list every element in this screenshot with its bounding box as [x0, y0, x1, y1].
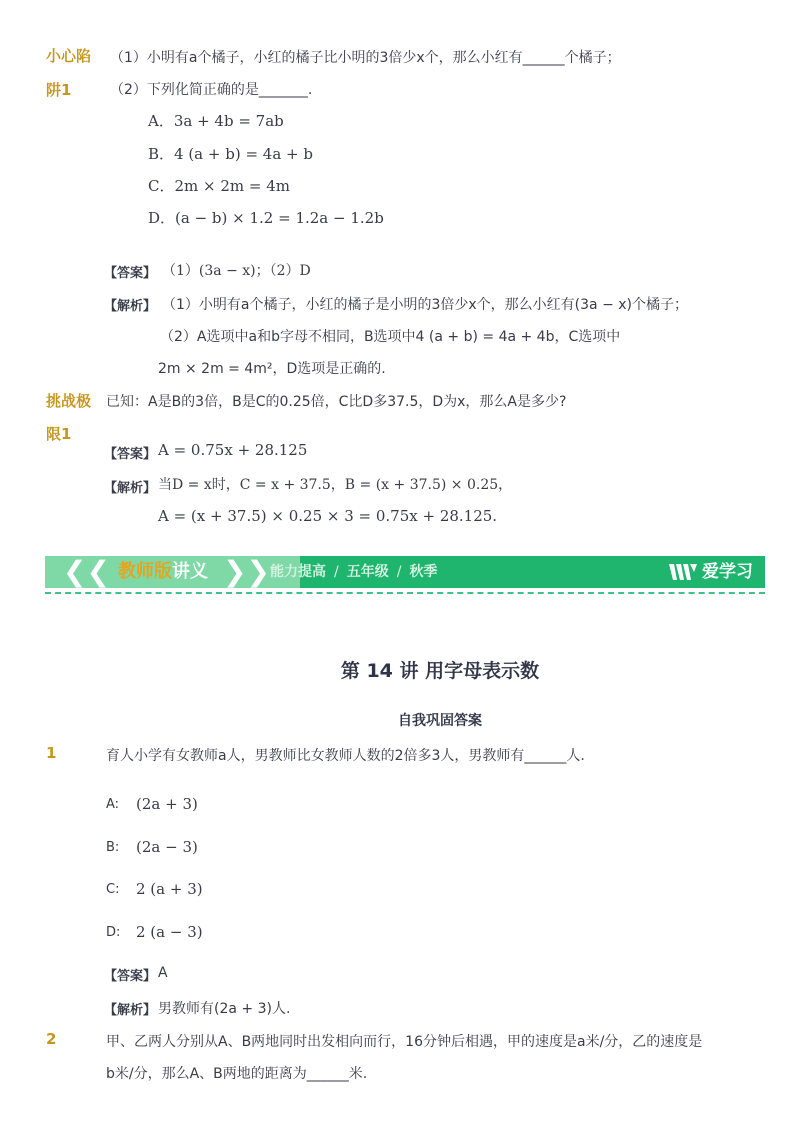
banner-title	[118, 556, 208, 588]
header-banner	[45, 556, 765, 588]
analysis-label: 【解析】	[104, 299, 157, 314]
answer-label: 【答案】	[104, 969, 157, 984]
challenge-answer: A = 0.75x + 28.125	[158, 441, 308, 459]
question-answer: A	[158, 965, 168, 981]
trap-question-2: （2）下列化简正确的是_______.	[110, 82, 313, 98]
divider	[45, 592, 765, 594]
option-b-label: B:	[106, 840, 120, 855]
banner-title-part1: 教师版	[118, 561, 172, 582]
brand-logo-icon	[668, 562, 698, 582]
trap-analysis-line2: （2）A选项中a和b字母不相同，B选项中4 (a + b) = 4a + 4b，C选项中	[160, 329, 621, 345]
option-a-value: (2a + 3)	[136, 795, 198, 813]
question-number: 1	[46, 744, 57, 762]
trap-question-1: （1）小明有a个橘子，小红的橘子比小明的3倍少x个，那么小红有______个橘子；	[110, 50, 621, 66]
section-tag-trap-line1: 小心陷	[46, 47, 92, 65]
analysis-label: 【解析】	[104, 1003, 157, 1018]
analysis-label: 【解析】	[104, 481, 157, 496]
question-text-line1: 甲、乙两人分别从A、B两地同时出发相向而行，16分钟后相遇，甲的速度是a米/分，乙的速度是	[106, 1034, 703, 1050]
section-tag-challenge-line2: 限1	[46, 425, 72, 443]
brand-logo	[668, 556, 753, 588]
brand-logo-text: 爱学习	[702, 562, 753, 582]
breadcrumb-item-level: 能力提高	[270, 564, 326, 580]
lecture-subtitle: 自我巩固答案	[398, 713, 482, 729]
breadcrumb-item-grade: 五年级	[346, 564, 389, 580]
section-tag-trap-line2: 阱1	[46, 81, 72, 99]
breadcrumb-separator: /	[334, 564, 339, 580]
breadcrumb-separator: /	[396, 564, 402, 580]
trap-analysis-line1: （1）小明有a个橘子，小红的橘子是小明的3倍少x个，那么小红有(3a − x)个橘子；	[162, 297, 689, 313]
option-d-value: 2 (a − 3)	[136, 923, 203, 941]
banner-breadcrumb	[270, 556, 437, 588]
option-c-value: 2 (a + 3)	[136, 880, 203, 898]
breadcrumb-item-term: 秋季	[409, 564, 438, 580]
option-d-label: D:	[106, 925, 121, 940]
trap-analysis-line3: 2m × 2m = 4m²，D选项是正确的.	[158, 361, 386, 377]
chevron-right-icon: ❯❯	[223, 556, 270, 588]
trap-answer: （1）(3a − x)；（2）D	[162, 263, 311, 279]
banner-title-part2: 讲义	[172, 561, 208, 582]
challenge-question: 已知：A是B的3倍，B是C的0.25倍，C比D多37.5，D为x，那么A是多少?	[106, 394, 567, 410]
trap-option-c: C．2m × 2m = 4m	[148, 177, 290, 195]
trap-option-a: A．3a + 4b = 7ab	[148, 112, 284, 130]
question-number: 2	[46, 1030, 57, 1048]
answer-label: 【答案】	[104, 447, 157, 462]
chevron-left-icon: ❮❮	[63, 556, 110, 588]
challenge-analysis-line1: 当D = x时，C = x + 37.5，B = (x + 37.5) × 0.25，	[158, 477, 513, 493]
option-b-value: (2a − 3)	[136, 838, 198, 856]
option-a-label: A:	[106, 797, 120, 812]
question-text-line2: b米/分，那么A、B两地的距离为______米.	[106, 1066, 368, 1082]
answer-label: 【答案】	[104, 266, 157, 281]
lecture-title: 第 14 讲 用字母表示数	[340, 660, 540, 682]
trap-option-b: B．4 (a + b) = 4a + b	[148, 145, 313, 163]
challenge-analysis-line2: A = (x + 37.5) × 0.25 × 3 = 0.75x + 28.125.	[158, 507, 498, 525]
section-tag-challenge-line1: 挑战极	[46, 392, 92, 410]
option-c-label: C:	[106, 882, 120, 897]
trap-option-d: D．(a − b) × 1.2 = 1.2a − 1.2b	[148, 209, 384, 227]
question-text: 育人小学有女教师a人，男教师比女教师人数的2倍多3人，男教师有______人.	[106, 748, 585, 764]
question-analysis: 男教师有(2a + 3)人.	[158, 1001, 291, 1017]
